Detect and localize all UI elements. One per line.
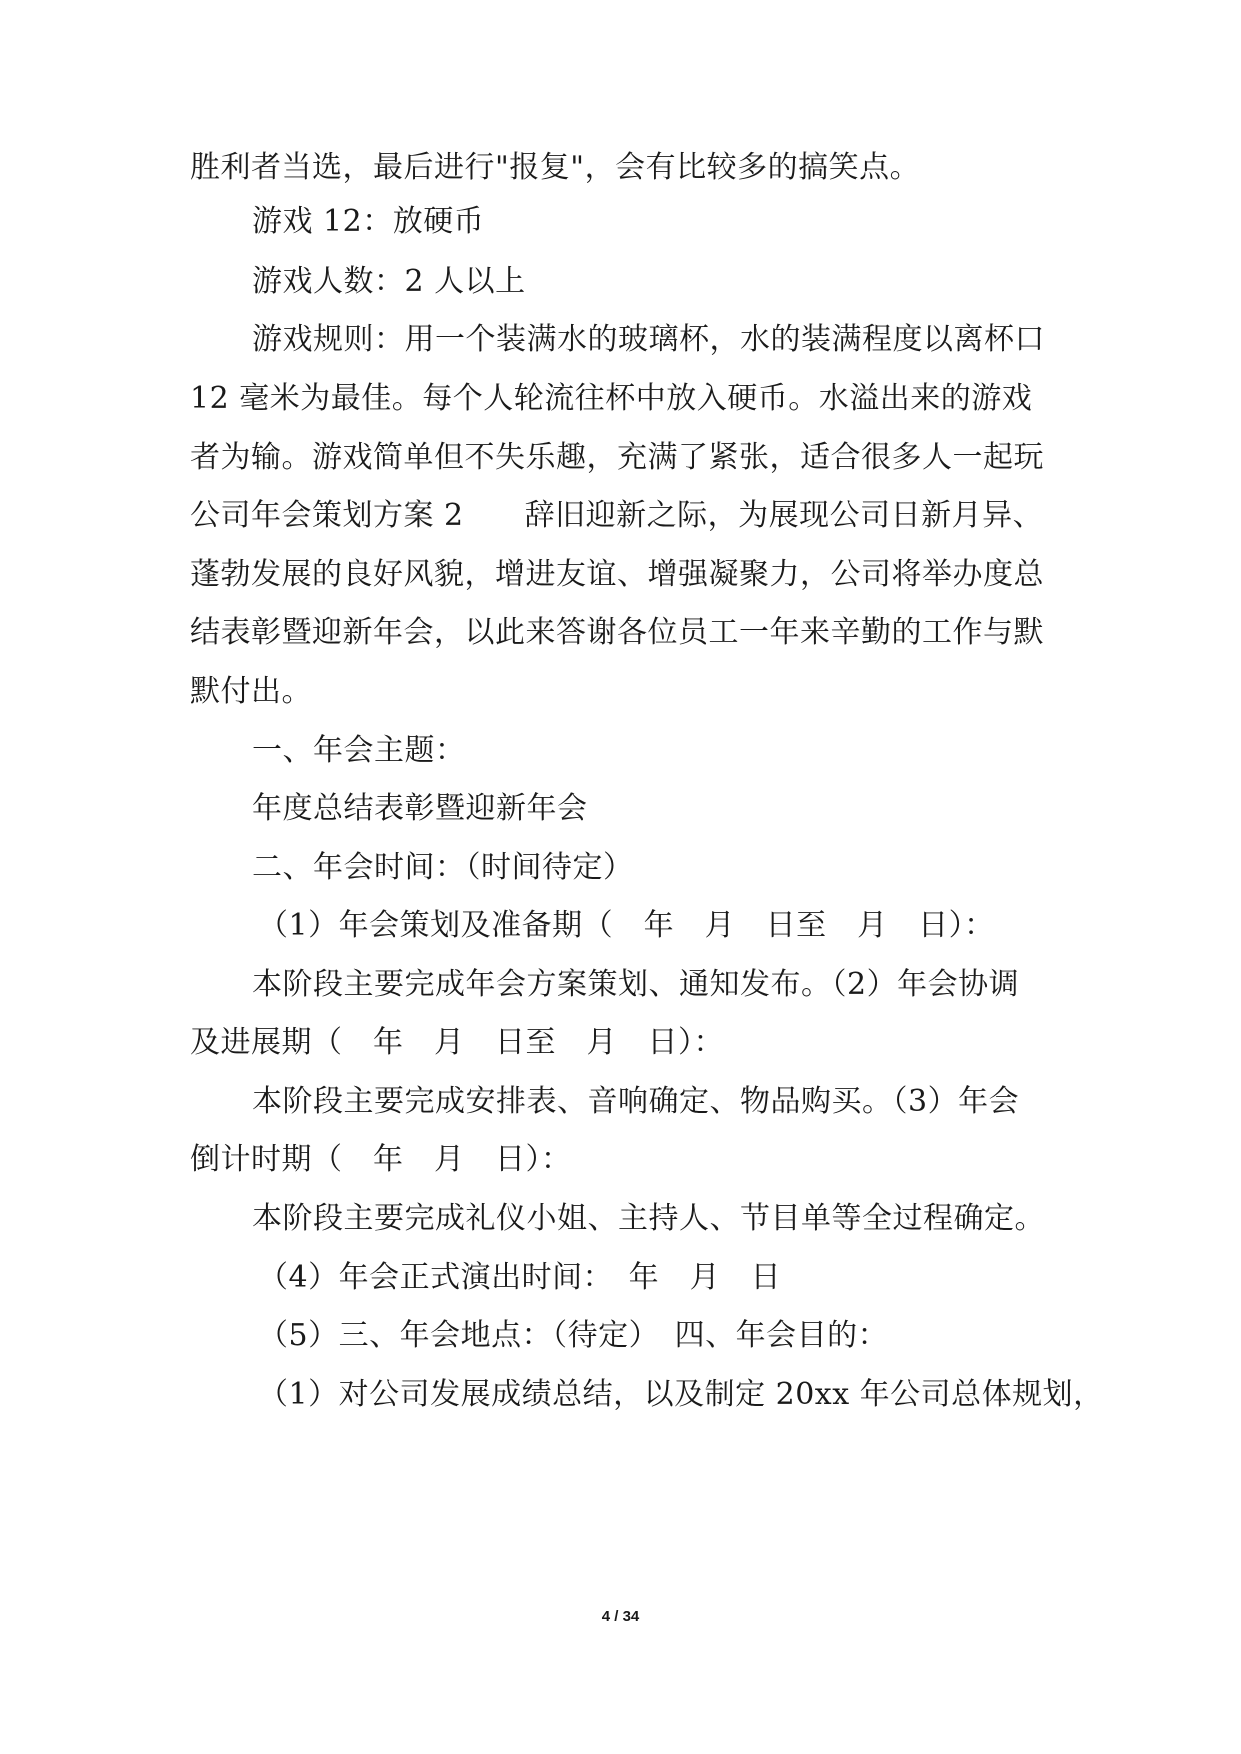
text-line: 蓬勃发展的良好风貌，增进友谊、增强凝聚力，公司将举办度总 [190, 557, 1044, 592]
text-line: 胜利者当选，最后进行"报复"，会有比较多的搞笑点。 [190, 150, 921, 185]
text-line: （4）年会正式演出时间： 年 月 日 [258, 1260, 782, 1295]
text-line: 及进展期（ 年 月 日至 月 日）： [190, 1025, 724, 1060]
text-line: 本阶段主要完成安排表、音响确定、物品购买。（3）年会 [252, 1084, 1020, 1119]
text-line: 游戏规则：用一个装满水的玻璃杯，水的装满程度以离杯口 [252, 322, 1045, 357]
text-line: 倒计时期（ 年 月 日）： [190, 1142, 572, 1177]
text-line: （1）年会策划及准备期（ 年 月 日至 月 日）： [258, 908, 995, 943]
text-line: 结表彰暨迎新年会，以此来答谢各位员工一年来辛勤的工作与默 [190, 615, 1044, 650]
section-heading: 一、年会主题： [252, 733, 466, 768]
text-line: 者为输。游戏简单但不失乐趣，充满了紧张，适合很多人一起玩 [190, 440, 1044, 475]
text-line: 游戏人数：2 人以上 [252, 264, 526, 299]
text-line: （1）对公司发展成绩总结，以及制定 20xx 年公司总体规划， [258, 1377, 1104, 1412]
text-line: 游戏 12：放硬币 [252, 204, 485, 239]
text-line: 默付出。 [190, 674, 312, 709]
text-line: 公司年会策划方案 2 辞旧迎新之际，为展现公司日新月异、 [190, 498, 1044, 533]
text-line: 本阶段主要完成礼仪小姐、主持人、节目单等全过程确定。 [252, 1201, 1045, 1236]
page-number: 4 / 34 [601, 1608, 640, 1625]
text-line: 本阶段主要完成年会方案策划、通知发布。（2）年会协调 [252, 967, 1020, 1002]
text-line: 12 毫米为最佳。每个人轮流往杯中放入硬币。水溢出来的游戏 [190, 381, 1033, 416]
section-heading: 二、年会时间：（时间待定） [252, 850, 634, 885]
text-line: 年度总结表彰暨迎新年会 [252, 791, 588, 826]
text-line: （5）三、年会地点：（待定） 四、年会目的： [258, 1318, 889, 1353]
